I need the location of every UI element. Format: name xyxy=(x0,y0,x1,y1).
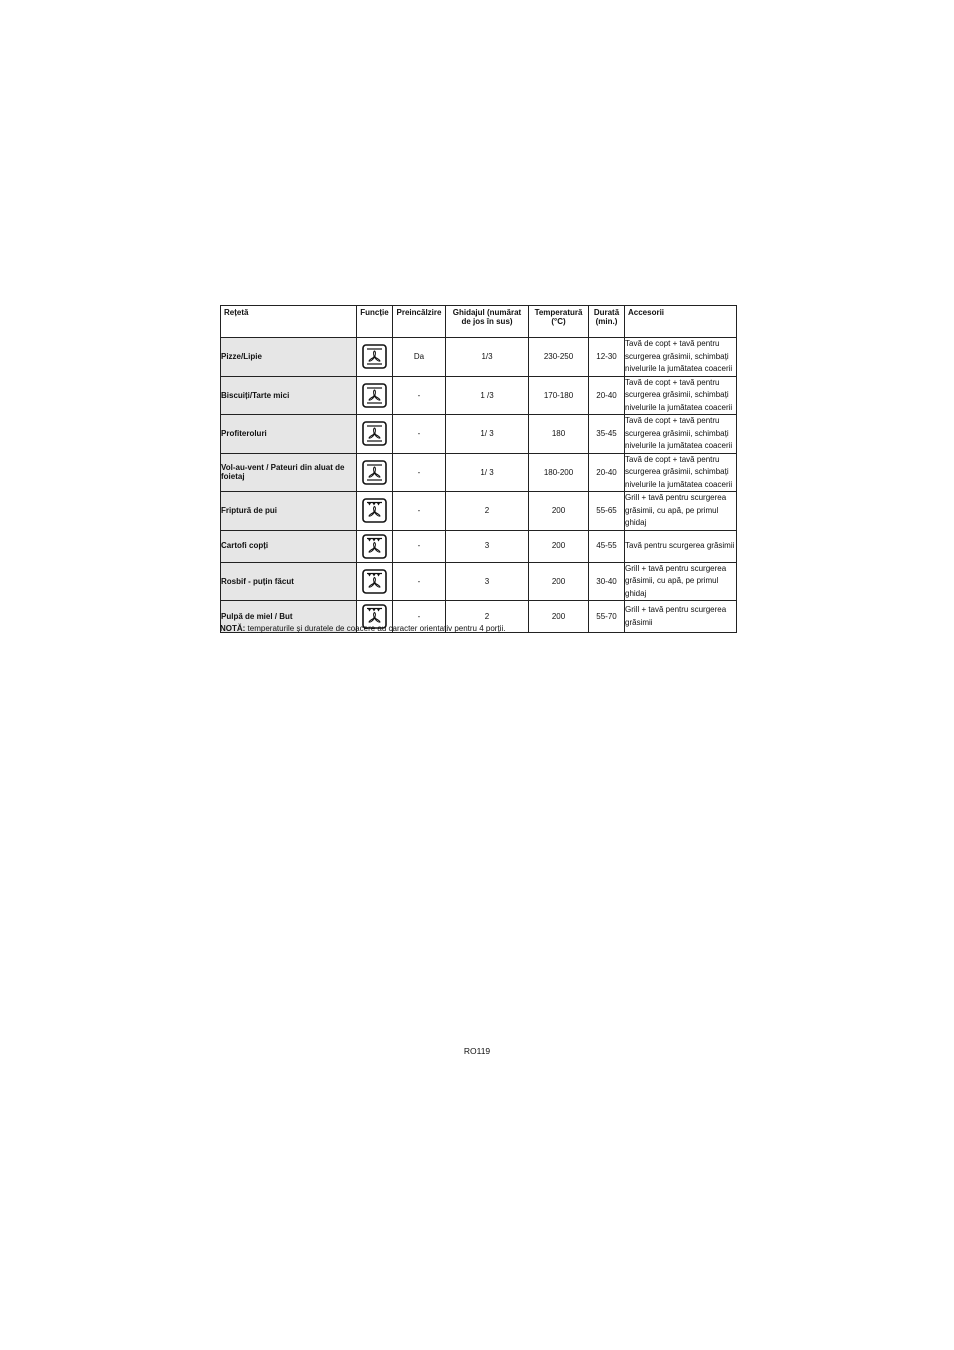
cell-temperatura: 170-180 xyxy=(529,376,589,415)
header-preincalzire: Preincălzire xyxy=(393,306,446,338)
cell-accesorii: Grill + tavă pentru scurgerea grăsimii, cu apă, pe primul ghidaj xyxy=(625,562,737,601)
cell-durata: 12-30 xyxy=(589,338,625,377)
cell-temperatura: 180-200 xyxy=(529,453,589,492)
cell-durata: 55-70 xyxy=(589,601,625,633)
cell-reteta: Profiteroluri xyxy=(221,415,357,454)
table-row xyxy=(221,415,737,454)
cell-ghidaj: 1/ 3 xyxy=(446,453,529,492)
table-row xyxy=(221,376,737,415)
cell-preincalzire: Da xyxy=(393,338,446,377)
recipe-table xyxy=(220,305,737,633)
table-row xyxy=(221,492,737,531)
header-durata: Durată (min.) xyxy=(589,306,625,338)
grill-fan-icon xyxy=(357,534,392,559)
cell-accesorii: Tavă de copt + tavă pentru scurgerea grăsimii, schimbați nivelurile la jumătatea coacerii xyxy=(625,376,737,415)
cell-accesorii: Tavă de copt + tavă pentru scurgerea grăsimii, schimbați nivelurile la jumătatea coacerii xyxy=(625,453,737,492)
convection-fan-icon xyxy=(357,383,392,408)
cell-temperatura: 180 xyxy=(529,415,589,454)
table-header-row xyxy=(221,306,737,338)
cell-functie xyxy=(357,453,393,492)
cell-ghidaj: 3 xyxy=(446,530,529,562)
cell-preincalzire: - xyxy=(393,376,446,415)
cell-accesorii: Tavă de copt + tavă pentru scurgerea grăsimii, schimbați nivelurile la jumătatea coacerii xyxy=(625,338,737,377)
cell-reteta: Rosbif - puțin făcut xyxy=(221,562,357,601)
cell-temperatura: 200 xyxy=(529,562,589,601)
convection-fan-icon xyxy=(357,344,392,369)
cell-ghidaj: 1 /3 xyxy=(446,376,529,415)
grill-fan-icon xyxy=(357,569,392,594)
cell-reteta: Pulpă de miel / But xyxy=(221,601,357,633)
note-label: NOTĂ: xyxy=(220,624,246,633)
cell-preincalzire: - xyxy=(393,562,446,601)
cell-temperatura: 200 xyxy=(529,601,589,633)
cell-reteta: Friptură de pui xyxy=(221,492,357,531)
table-row xyxy=(221,453,737,492)
cell-functie xyxy=(357,415,393,454)
note xyxy=(220,624,505,633)
header-ghidaj: Ghidajul (numărat de jos în sus) xyxy=(446,306,529,338)
convection-fan-icon xyxy=(357,460,392,485)
cell-accesorii: Tavă de copt + tavă pentru scurgerea grăsimii, schimbați nivelurile la jumătatea coacerii xyxy=(625,415,737,454)
cell-accesorii: Grill + tavă pentru scurgerea grăsimii xyxy=(625,601,737,633)
cell-functie xyxy=(357,530,393,562)
cell-reteta: Pizze/Lipie xyxy=(221,338,357,377)
cell-preincalzire: - xyxy=(393,530,446,562)
cell-preincalzire: - xyxy=(393,601,446,633)
cell-durata: 35-45 xyxy=(589,415,625,454)
table-row xyxy=(221,338,737,377)
header-reteta: Rețetă xyxy=(221,306,357,338)
table-row xyxy=(221,530,737,562)
header-temperatura: Temperatură (°C) xyxy=(529,306,589,338)
cell-preincalzire: - xyxy=(393,415,446,454)
cell-preincalzire: - xyxy=(393,453,446,492)
cell-durata: 20-40 xyxy=(589,376,625,415)
page-number: RO119 xyxy=(463,1046,491,1056)
cell-durata: 30-40 xyxy=(589,562,625,601)
cell-accesorii: Tavă pentru scurgerea grăsimii xyxy=(625,530,737,562)
cell-preincalzire: - xyxy=(393,492,446,531)
cell-ghidaj: 2 xyxy=(446,492,529,531)
cell-ghidaj: 1/3 xyxy=(446,338,529,377)
cell-functie xyxy=(357,338,393,377)
grill-fan-icon xyxy=(357,498,392,523)
cell-ghidaj: 1/ 3 xyxy=(446,415,529,454)
cell-durata: 55-65 xyxy=(589,492,625,531)
cell-durata: 20-40 xyxy=(589,453,625,492)
cell-ghidaj: 2 xyxy=(446,601,529,633)
cell-ghidaj: 3 xyxy=(446,562,529,601)
cell-temperatura: 230-250 xyxy=(529,338,589,377)
table-row xyxy=(221,562,737,601)
convection-fan-icon xyxy=(357,421,392,446)
header-functie: Funcție xyxy=(357,306,393,338)
note-text: temperaturile și duratele de coacere au caracter orientativ pentru 4 porții. xyxy=(245,624,506,633)
cell-functie xyxy=(357,492,393,531)
cell-reteta: Cartofi copți xyxy=(221,530,357,562)
cell-reteta: Vol-au-vent / Pateuri din aluat de foietaj xyxy=(221,453,357,492)
cell-functie xyxy=(357,562,393,601)
cell-temperatura: 200 xyxy=(529,530,589,562)
cell-temperatura: 200 xyxy=(529,492,589,531)
header-accesorii: Accesorii xyxy=(625,306,737,338)
cell-functie xyxy=(357,376,393,415)
cell-durata: 45-55 xyxy=(589,530,625,562)
cell-reteta: Biscuiți/Tarte mici xyxy=(221,376,357,415)
cell-accesorii: Grill + tavă pentru scurgerea grăsimii, cu apă, pe primul ghidaj xyxy=(625,492,737,531)
